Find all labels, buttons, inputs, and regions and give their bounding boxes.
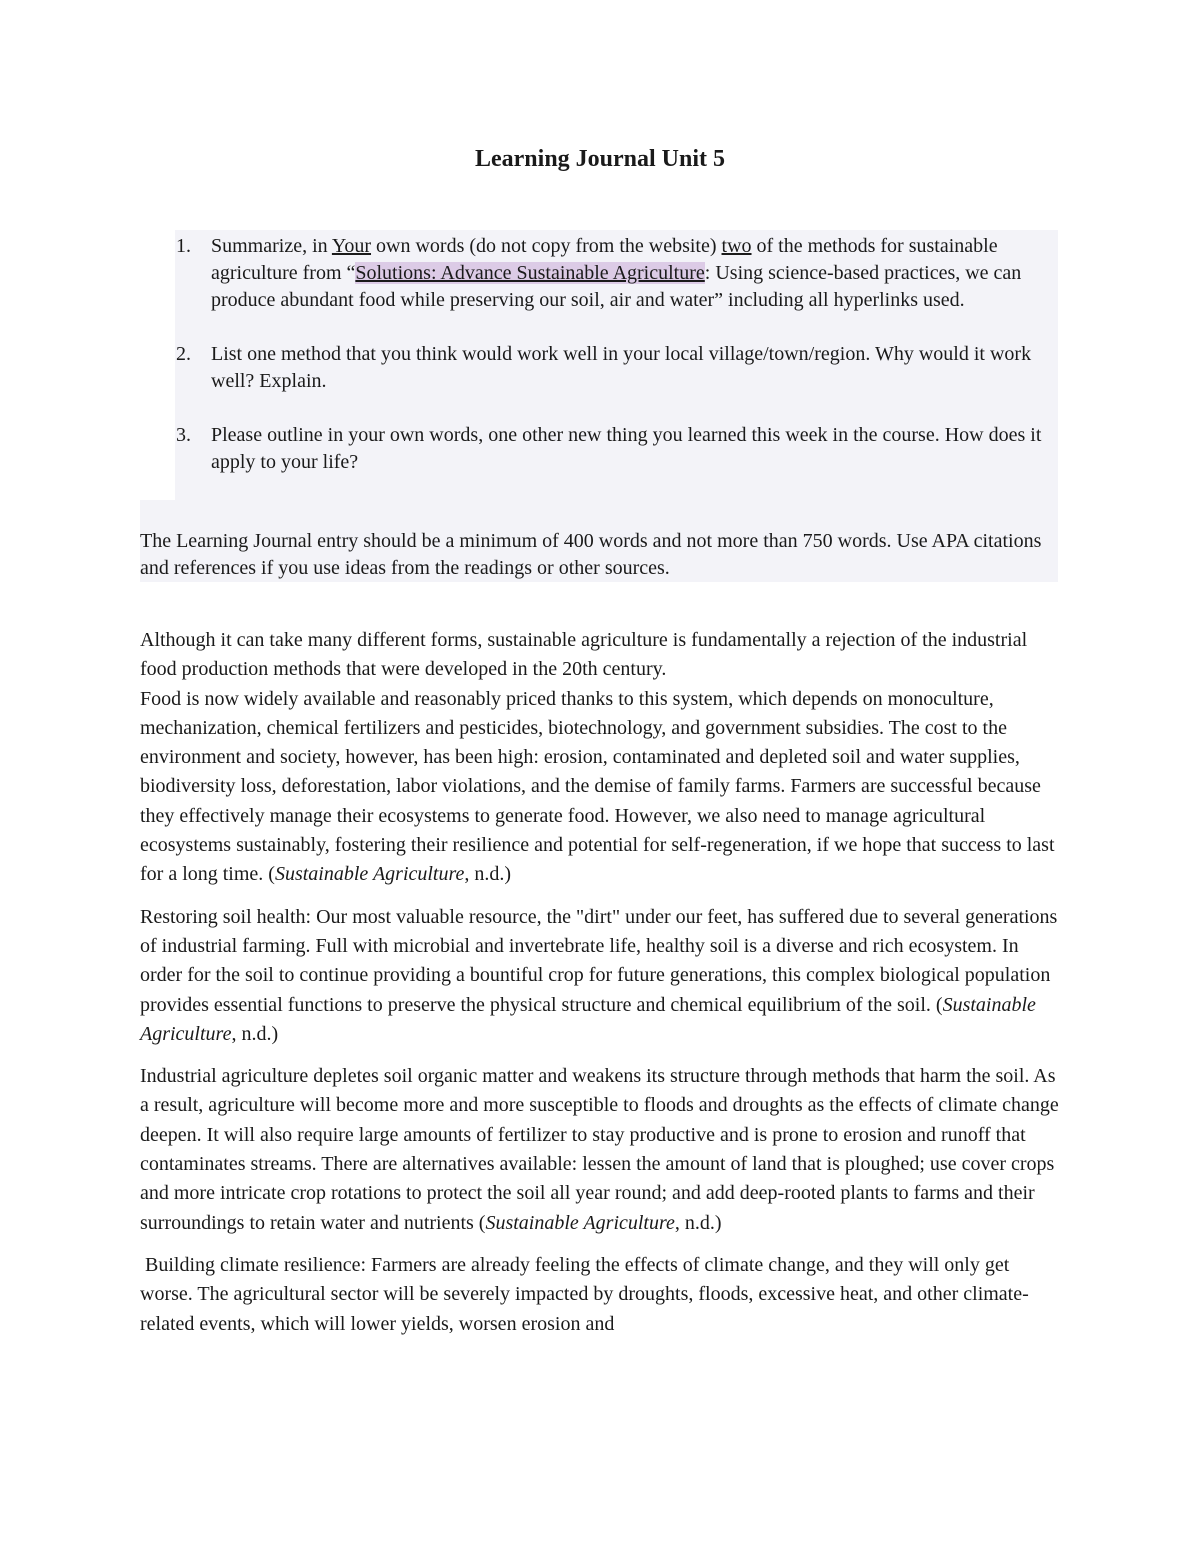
- paragraph-text: Industrial agriculture depletes soil organic matter and weakens its structure through methods that harm the soil. As a result, agriculture will become more and more susceptible to floods and droughts as the effects of climate change deepen. It will also require large amounts of fertilizer to stay productive and is prone to erosion and runoff that contaminates streams. There are alternatives available: lessen the amount of land that is ploughed; use cover crops and more intricate crop rotations to protect the soil all year round; and add deep-rooted plants to farms and their surroundings to retain water and nutrients (: [140, 1065, 1059, 1234]
- citation-tail: , n.d.): [674, 1211, 722, 1234]
- citation-tail: , n.d.): [464, 863, 512, 886]
- question-text: Summarize, in: [211, 235, 332, 257]
- body-paragraph: [140, 903, 1060, 1049]
- question-text: own words (do not copy from the website): [371, 235, 722, 257]
- assignment-prompt: [140, 230, 1058, 582]
- solutions-hyperlink[interactable]: Solutions: Advance Sustainable Agriculture: [355, 262, 705, 284]
- body-paragraph: [140, 626, 1060, 685]
- underlined-word: two: [721, 235, 752, 257]
- question-list: [140, 233, 1058, 503]
- paragraph-text: Building climate resilience: Farmers are already feeling the effects of climate change, and they will only get worse. The agricultural sector will be severely impacted by droughts, floods, excessive heat, and other climate-related events, which will lower yields, worsen erosion and: [140, 1253, 1029, 1335]
- question-number: 1.: [176, 235, 191, 257]
- document-title: Learning Journal Unit 5: [474, 146, 726, 172]
- citation-title: Sustainable Agriculture: [140, 993, 1036, 1045]
- citation-title: Sustainable Agriculture: [274, 863, 465, 886]
- question-item-2: [140, 341, 1058, 395]
- question-number: 2.: [176, 343, 191, 365]
- journal-body: [140, 626, 1060, 1352]
- question-item-3: [140, 422, 1058, 476]
- body-paragraph: [140, 1251, 1060, 1339]
- question-text: List one method that you think would work well in your local village/town/region. Why would it work well? Explain.: [211, 343, 1032, 392]
- citation-tail: , n.d.): [231, 1022, 279, 1045]
- paragraph-text: Although it can take many different forms, sustainable agriculture is fundamentally a rejection of the industrial food production methods that were developed in the 20th century.: [140, 629, 1028, 681]
- paragraph-text: Food is now widely available and reasonably priced thanks to this system, which depends on monoculture, mechanization, chemical fertilizers and pesticides, biotechnology, and government subsidies. The cost to the environment and society, however, has been high: erosion, contaminated and depleted soil and water supplies, biodiversity loss, deforestation, labor violations, and the demise of family farms. Farmers are successful because they effectively manage their ecosystems to generate food. However, we also need to manage agricultural ecosystems sustainably, fostering their resilience and potential for self-regeneration, if we hope that success to last for a long time. (: [140, 687, 1055, 886]
- question-text: Please outline in your own words, one other new thing you learned this week in the course. How does it apply to your life?: [211, 424, 1042, 473]
- instructions-text: The Learning Journal entry should be a minimum of 400 words and not more than 750 words. Use APA citations and references if you use ideas from the readings or other sources.: [140, 530, 1042, 579]
- question-item-1: [140, 233, 1058, 314]
- citation-title: Sustainable Agriculture: [485, 1211, 675, 1234]
- paragraph-text: Restoring soil health: Our most valuable resource, the "dirt" under our feet, has suffered due to several generations of industrial farming. Full with microbial and invertebrate life, healthy soil is a diverse and rich ecosystem. In order for the soil to continue providing a bountiful crop for future generations, this complex biological population provides essential functions to preserve the physical structure and chemical equilibrium of the soil. (: [140, 905, 1058, 1016]
- question-text: of the methods for sustainable agriculture from “: [211, 235, 998, 284]
- body-paragraph: [140, 685, 1060, 890]
- body-paragraph: [140, 1062, 1060, 1238]
- question-number: 3.: [176, 424, 191, 446]
- underlined-word: Your: [331, 235, 372, 257]
- question-text: : Using science-based practices, we can produce abundant food while preserving our soil, air and water” including all hyperlinks used.: [211, 262, 1022, 311]
